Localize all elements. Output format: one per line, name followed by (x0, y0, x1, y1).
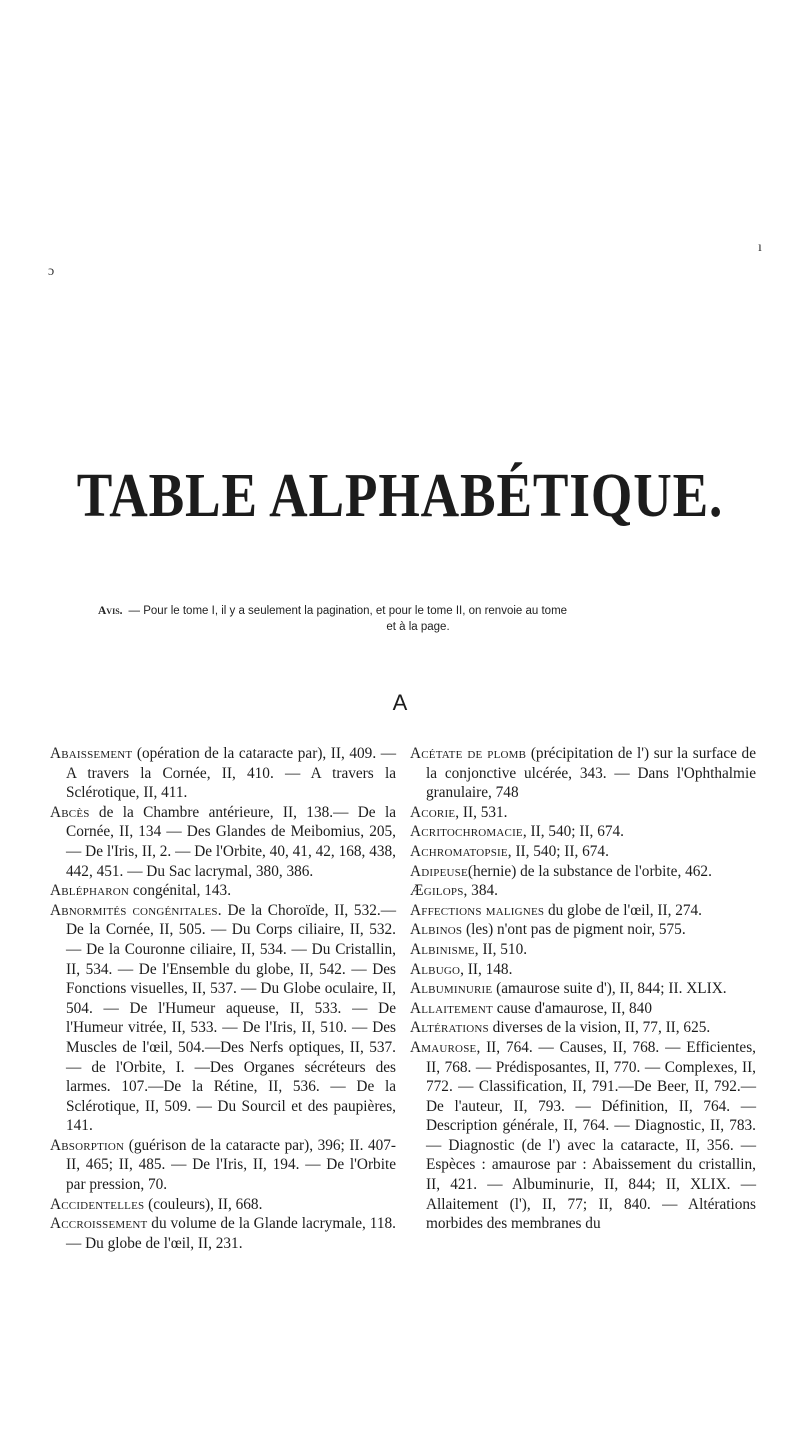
entry-text: diverses de la vision, II, 77, II, 625. (488, 1019, 711, 1037)
index-entry (410, 940, 756, 960)
index-entry (50, 744, 396, 803)
index-entry (50, 1195, 396, 1215)
index-entry (410, 822, 756, 842)
entry-text: (précipitation de l') sur la surface de la conjonctive ulcérée, 343. — Dans l'Ophthalmie granulaire, 748 (426, 745, 756, 802)
entry-headword: Acétate de plomb (410, 745, 527, 762)
entry-headword: Abaissement (50, 745, 133, 762)
index-entry (50, 901, 396, 1136)
entry-text: , II, 510. (474, 940, 528, 958)
entry-text: du volume de la Glande lacrymale, 118. — Du globe de l'œil, II, 231. (66, 1215, 396, 1252)
entry-headword: Accroissement (50, 1215, 148, 1233)
entry-text: , II, 148. (460, 960, 513, 978)
entry-headword: Altérations (410, 1019, 489, 1037)
notice-text-continued: et à la page. (386, 621, 450, 633)
index-entry (410, 999, 756, 1019)
entry-headword: Albugo (410, 960, 461, 978)
entry-headword: Acritochromacie (410, 823, 523, 841)
entry-headword: Affections malignes (410, 901, 545, 919)
entry-text: (guérison de la cataracte par), 396; II. 407-II, 465; II, 485. — De l'Iris, II, 194. — De l'Orbite par pression, 70. (66, 1136, 396, 1194)
index-entry (50, 1136, 396, 1195)
index-column-left (50, 744, 396, 1253)
entry-headword: Achromatopsie (410, 842, 508, 860)
entry-text: de la Chambre antérieure, II, 138.— De la Cornée, II, 134 — Des Glandes de Meibomius, 205, — De l'Iris, II, 2. — De l'Orbite, 40, 41, 42, 168, 438, 442, 451. — Du Sac lacrymal, 380, 386. (66, 803, 396, 880)
entry-headword: Ablépharon (50, 882, 130, 900)
entry-text: congénital, 143. (129, 882, 232, 900)
section-letter: A (392, 690, 408, 715)
entry-text: , II, 540; II, 674. (522, 823, 624, 841)
entry-text: (couleurs), II, 668. (144, 1195, 263, 1213)
entry-text: , II, 540; II, 674. (507, 842, 609, 860)
index-entry (50, 881, 396, 901)
index-entry (410, 1038, 756, 1234)
index-entry (410, 920, 756, 940)
index-entry (410, 803, 756, 823)
entry-text: , II, 764. — Causes, II, 768. — Efficientes, II, 768. — Prédisposantes, II, 770. — Complexes, II, 772. — Classification, II, 791.—De Beer, II, 792.—De l'auteur, II, 793. — Définition, II, 764. — Description générale, II, 764. — Diagnostic, II, 783. — Diagnostic (de l') avec la cataracte, II, 356. — Espèces : amaurose par : Abaissement du cristallin, II, 421. — Albuminurie, II, 844; II, XLIX. — Allaitement (l'), II, 77; II, 840. — Altérations morbides des membranes du (426, 1038, 756, 1233)
entry-headword: Acorie (410, 803, 456, 821)
entry-text: (hernie) de la substance de l'orbite, 462. (467, 862, 712, 880)
index-entry (410, 901, 756, 921)
entry-text: cause d'amaurose, II, 840 (492, 999, 652, 1017)
notice-text: — Pour le tome I, il y a seulement la pagination, et pour le tome II, on renvoie au tome (128, 605, 568, 617)
index-entry (410, 744, 756, 803)
notice-lead: Avis. (98, 605, 123, 617)
entry-headword: Albinos (410, 921, 463, 939)
stray-mark: ɔ (48, 264, 55, 279)
index-entry (410, 960, 756, 980)
entry-text: , 384. (463, 882, 498, 900)
entry-headword: Absorption (50, 1136, 125, 1154)
entry-headword: Albinisme (410, 940, 475, 958)
index-entry (50, 803, 396, 881)
entry-text: De la Choroïde, II, 532.— De la Cornée, II, 505. — Du Corps ciliaire, II, 532. — De la Couronne ciliaire, II, 534. — Du Cristallin, II, 534. — De l'Ensemble du globe, II, 542. — Des Fonctions visuelles, II, 537. — Du Globe oculaire, II, 504. — De l'Humeur aqueuse, II, 533. — De l'Humeur vitrée, II, 533. — De l'Iris, II, 510. — Des Muscles de l'œil, 504.—Des Nerfs optiques, II, 537. — de l'Orbite, I. —Des Organes sécréteurs des larmes. 107.—De la Rétine, II, 536. — De la Sclérotique, II, 509. — Du Sourcil et des paupières, 141. (66, 901, 396, 1135)
index-entry (410, 881, 756, 901)
entry-text: (amaurose suite d'), II, 844; II. XLIX. (492, 980, 727, 998)
index-entry (410, 842, 756, 862)
entry-text: (opération de la cataracte par), II, 409. — A travers la Cornée, II, 410. — A travers la Sclérotique, II, 411. (66, 745, 396, 802)
index-entry (50, 1214, 396, 1253)
index-entry (410, 1018, 756, 1038)
entry-text: , II, 531. (455, 803, 508, 821)
entry-headword: Amaurose (410, 1038, 477, 1056)
entry-headword: Ægilops (410, 882, 464, 900)
notice (98, 603, 738, 635)
entry-headword: Allaitement (410, 999, 493, 1017)
entry-text: (les) n'ont pas de pigment noir, 575. (462, 921, 686, 939)
entry-headword: Abcès (50, 803, 90, 821)
index-column-right (410, 744, 756, 1234)
entry-headword: Accidentelles (50, 1195, 145, 1213)
index-entry (410, 862, 756, 882)
entry-headword: Albuminurie (410, 980, 493, 998)
entry-headword: Abnormités congénitales. (50, 901, 222, 919)
entry-headword: Adipeuse (410, 862, 468, 880)
index-entry (410, 979, 756, 999)
stray-mark: ı (758, 240, 762, 255)
entry-text: du globe de l'œil, II, 274. (544, 901, 703, 919)
page-title: TABLE ALPHABÉTIQUE. (76, 462, 724, 530)
